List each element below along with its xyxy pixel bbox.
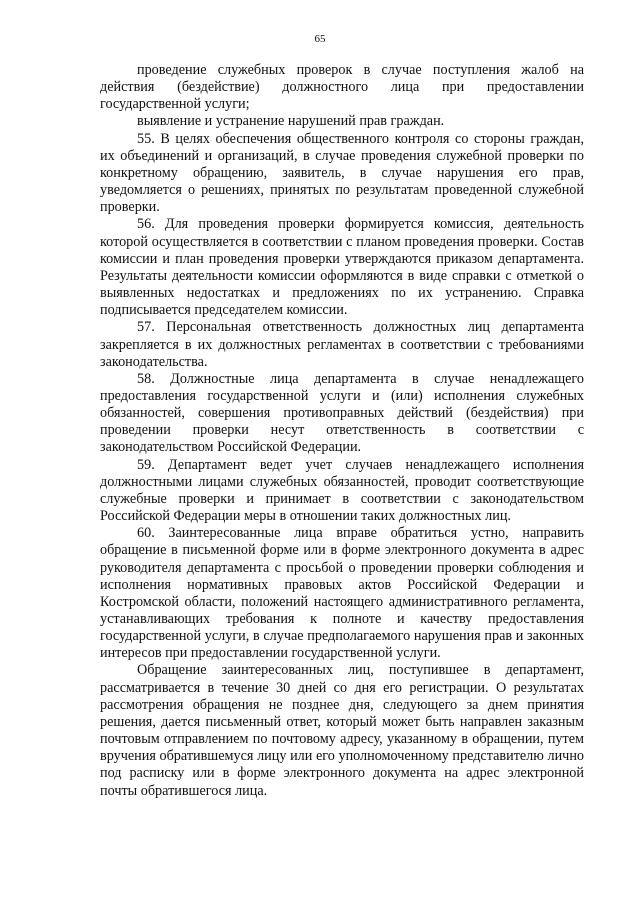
paragraph-rights-violations: выявление и устранение нарушений прав граждан.	[137, 113, 445, 130]
page-number: 65	[314, 33, 326, 45]
paragraph-59: 59. Департамент ведет учет случаев ненадлежащего исполнения должностными лицами служебных обязанностей, проводит соответствующие служебные проверки и принимает в соответствии с законодательством Российской Федерации меры в отношении таких должностных лиц.	[100, 456, 584, 525]
paragraph-58: 58. Должностные лица департамента в случае ненадлежащего предоставления государственной услуги и (или) исполнения служебных обязанностей, совершения противоправных действий (бездействия) при проведении проверки несут ответственность в соответствии с законодательством Российской Федерации.	[100, 370, 584, 456]
paragraph-appeal-review: Обращение заинтересованных лиц, поступившее в департамент, рассматривается в течение 30 дней со дня его регистрации. О результатах рассмотрения обращения не позднее дня, следующего за днем принятия решения, дается письменный ответ, который может быть направлен заказным почтовым отправлением по почтовому адресу, указанному в обращении, путем вручения обратившемуся лицу или его уполномоченному представителю лично под расписку или в форме электронного документа на адрес электронной почты обратившегося лица.	[100, 662, 584, 799]
paragraph-complaint-checks: проведение служебных проверок в случае поступления жалоб на действия (бездействие) должностного лица при предоставлении государственной услуги;	[100, 62, 584, 113]
document-body	[100, 62, 584, 800]
paragraph-55: 55. В целях обеспечения общественного контроля со стороны граждан, их объединений и организаций, в случае проведения служебной проверки по конкретному обращению, заявитель, в случае нарушения его прав, уведомляется о решениях, принятых по результатам проведенной служебной проверки.	[100, 130, 584, 216]
paragraph-56: 56. Для проведения проверки формируется комиссия, деятельность которой осуществляется в соответствии с планом проведения проверки. Состав комиссии и план проведения проверки утверждаются приказом департамента. Результаты деятельности комиссии оформляются в виде справки с отметкой о выявленных недостатках и предложениях по их устранению. Справка подписывается председателем комиссии.	[100, 216, 584, 319]
paragraph-57: 57. Персональная ответственность должностных лиц департамента закрепляется в их должностных регламентах в соответствии с требованиями законодательства.	[100, 319, 584, 370]
paragraph-60: 60. Заинтересованные лица вправе обратиться устно, направить обращение в письменной форме или в форме электронного документа в адрес руководителя департамента с просьбой о проведении проверки соблюдения и исполнения нормативных правовых актов Российской Федерации и Костромской области, положений настоящего административного регламента, устанавливающих требования к полноте и качеству предоставления государственной услуги, в случае предполагаемого нарушения прав и законных интересов при предоставлении государственной услуги.	[100, 525, 584, 662]
